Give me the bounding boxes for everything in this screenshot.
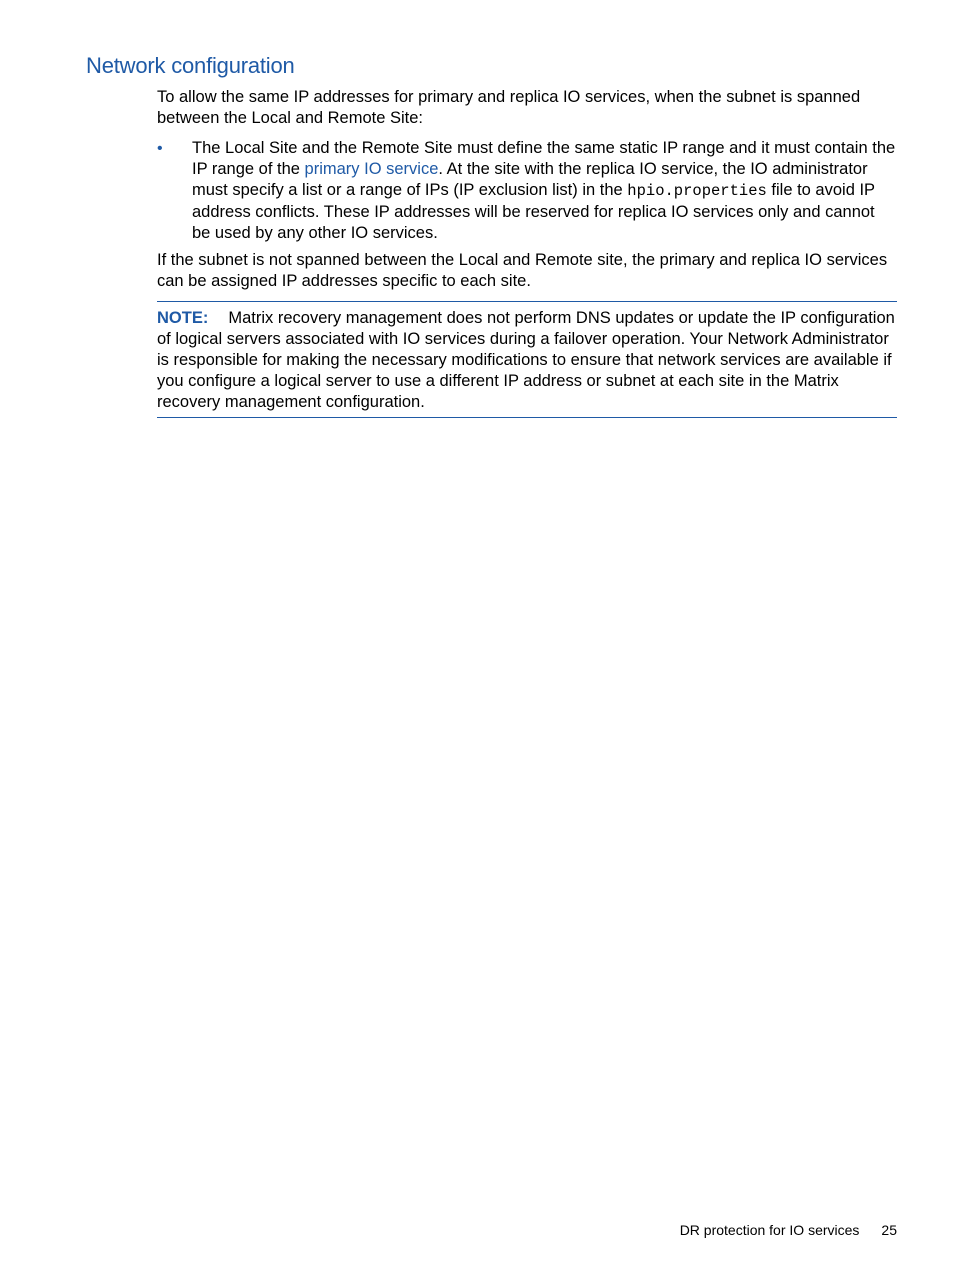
section-heading: Network configuration xyxy=(86,53,295,78)
note-label: NOTE: xyxy=(157,309,209,327)
intro-paragraph: To allow the same IP addresses for primary and replica IO services, when the subnet is spanned between the Local and Remote Site: xyxy=(157,88,861,127)
bullet-text-part2: . At the site with the replica IO service, the IO administrator must specify a list or a range of IPs (IP exclusion list) in the xyxy=(192,160,868,199)
primary-io-service-link[interactable]: primary IO service xyxy=(304,160,439,178)
bullet-item xyxy=(157,138,897,244)
bullet-dot-icon: • xyxy=(157,140,163,157)
footer-section-title: DR protection for IO services xyxy=(679,1222,860,1238)
bullet-text-part3: file to avoid IP address conflicts. These IP addresses will be reserved for replica IO services only and cannot be used by any other IO services. xyxy=(192,181,875,242)
note-text: Matrix recovery management does not perform DNS updates or update the IP configuration of logical servers associated with IO services during a failover operation. Your Network Administrator is responsible for making the necessary modifications to ensure that network services are available if you configure a logical server to use a different IP address or subnet at each site in the Matrix recovery management configuration. xyxy=(157,309,895,411)
bullet-list xyxy=(157,138,897,244)
page-number: 25 xyxy=(881,1222,897,1238)
page-footer xyxy=(680,1222,897,1238)
bullet-text-part1: The Local Site and the Remote Site must define the same static IP range and it must contain the IP range of the xyxy=(192,139,896,178)
subnet-paragraph: If the subnet is not spanned between the Local and Remote site, the primary and replica IO services can be assigned IP addresses specific to each site. xyxy=(157,251,888,290)
hpio-properties-code: hpio.properties xyxy=(627,182,767,200)
note-box xyxy=(157,301,897,418)
section-body xyxy=(157,87,897,418)
